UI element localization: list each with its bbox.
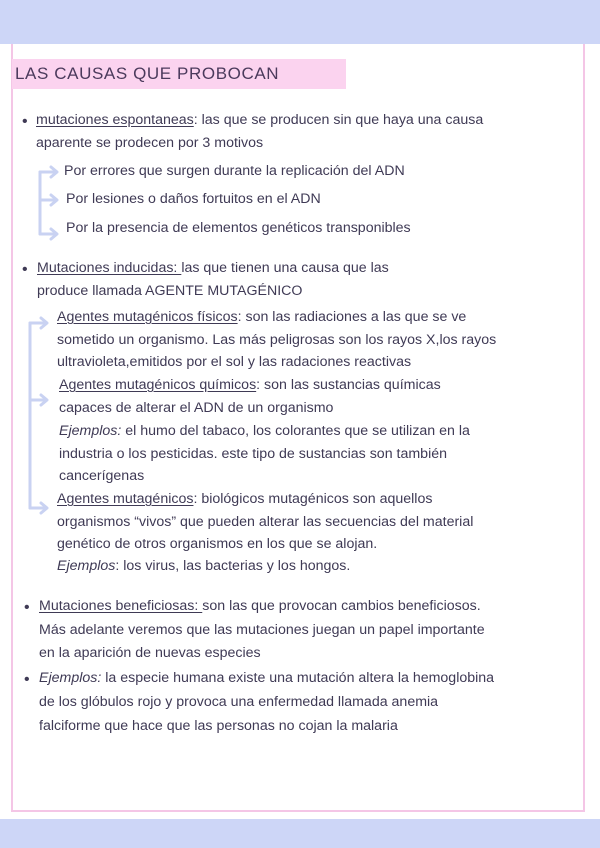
bottom-band <box>0 819 600 848</box>
s2-term: Mutaciones inducidas: <box>37 260 182 276</box>
s3-term: Mutaciones beneficiosas: <box>39 598 203 614</box>
s1-item-2: Por lesiones o daños fortuitos en el ADN <box>66 191 321 207</box>
s4-line2: de los glóbulos rojo y provoca una enfermedad llamada anemia <box>39 694 439 710</box>
s2-a2-line4: industria o los pesticidas. este tipo de sustancias son también <box>59 446 448 462</box>
s2-a3-line1 <box>57 488 432 511</box>
s2-a3-line2: organismos “vivos” que pueden alterar las secuencias del material <box>57 514 474 530</box>
s4-line3: falciforme que hace que las personas no cojan la malaria <box>39 718 398 734</box>
s2-a2-line2: capaces de alterar el ADN de un organismo <box>59 400 334 416</box>
top-band <box>0 0 600 44</box>
bullet: • <box>24 671 30 688</box>
s2-line1 <box>37 257 389 280</box>
s3-line1-rest: son las que provocan cambios beneficiosos. <box>202 598 481 614</box>
s2-a3-ej-label: Ejemplos <box>57 558 116 574</box>
bullet: • <box>22 113 28 130</box>
s2-a3-line4 <box>57 555 350 578</box>
s1-item-3: Por la presencia de elementos genéticos transponibles <box>66 220 411 236</box>
s4-line1-rest: la especie humana existe una mutación altera la hemoglobina <box>101 670 495 686</box>
s2-a2-line1-rest: : son las sustancias químicas <box>256 377 441 393</box>
s2-a1-line3: ultravioleta,emitidos por el sol y las radaciones reactivas <box>57 354 412 370</box>
s1-line2: aparente se prodecen por 3 motivos <box>36 135 264 151</box>
s4-ej-label: Ejemplos: <box>39 670 102 686</box>
s2-line2: produce llamada AGENTE MUTAGÉNICO <box>37 283 303 299</box>
bullet: • <box>24 599 30 616</box>
s3-line1 <box>39 595 481 618</box>
s2-a3-line3: genético de otros organismos en los que se alojan. <box>57 536 378 552</box>
s3-line3: en la aparición de nuevas especies <box>39 645 261 661</box>
s2-a1-term: Agentes mutagénicos físicos <box>57 309 238 325</box>
s2-a2-term: Agentes mutagénicos químicos <box>59 377 257 393</box>
s1-line1-rest: : las que se producen sin que haya una causa <box>193 112 484 128</box>
s2-a3-line4-rest: : los virus, las bacterias y los hongos. <box>115 558 351 574</box>
s2-a3-term: Agentes mutagénicos <box>57 491 194 507</box>
s2-a1-line1-rest: : son las radiaciones a las que se ve <box>237 309 467 325</box>
s2-a3-line1-rest: : biológicos mutagénicos son aquellos <box>193 491 433 507</box>
s2-a2-line1 <box>59 374 441 397</box>
s3-line2: Más adelante veremos que las mutaciones juegan un papel importante <box>39 622 485 638</box>
s2-a1-line1 <box>57 306 466 329</box>
s2-a2-line5: cancerígenas <box>59 468 145 484</box>
s2-a2-ej-label: Ejemplos: <box>59 423 122 439</box>
s4-line1 <box>39 667 494 690</box>
s1-term: mutaciones espontaneas <box>36 112 194 128</box>
s2-a1-line2: sometido un organismo. Las más peligrosas son los rayos X,los rayos <box>57 332 497 348</box>
s1-item-1: Por errores que surgen durante la replicación del ADN <box>64 163 405 179</box>
s2-a2-line3 <box>59 420 470 443</box>
page-title: LAS CAUSAS QUE PROBOCAN <box>12 59 346 89</box>
s2-a2-line3-rest: el humo del tabaco, los colorantes que se utilizan en la <box>121 423 470 439</box>
s2-line1-rest: las que tienen una causa que las <box>181 260 389 276</box>
bullet: • <box>22 261 28 278</box>
s1-line1 <box>36 109 483 132</box>
